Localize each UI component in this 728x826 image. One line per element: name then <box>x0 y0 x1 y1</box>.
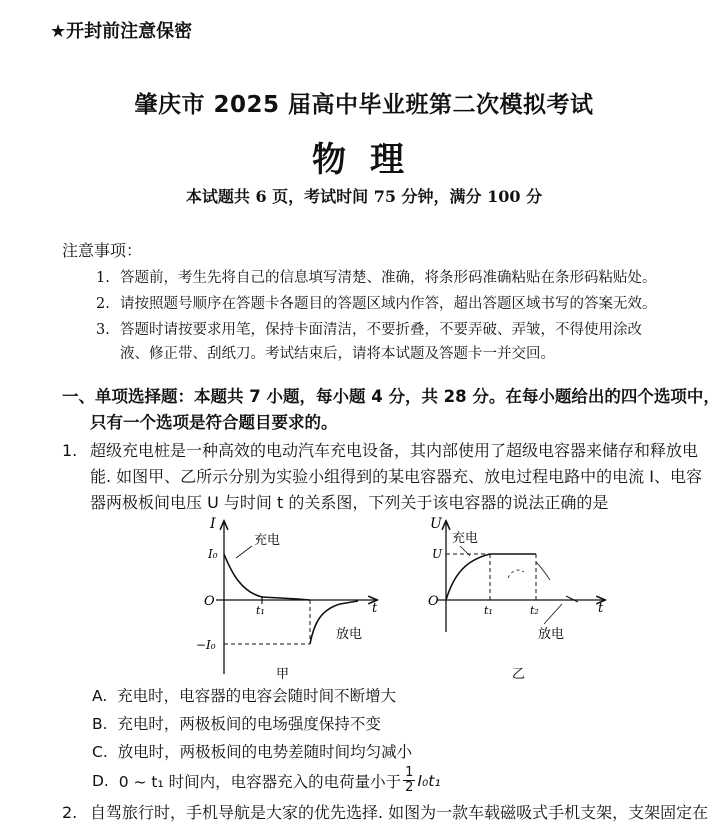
option-text: 充电时，两极板间的电场强度保持不变 <box>117 715 381 733</box>
option-text: 放电时，两极板间的电势差随时间均匀减小 <box>117 743 413 761</box>
section-heading-line2: 只有一个选项是符合题目要求的。 <box>90 413 338 432</box>
scribble-mark <box>508 570 524 578</box>
option-d <box>92 766 441 795</box>
x-axis-label: t <box>372 601 378 616</box>
option-label: B. <box>92 715 108 733</box>
fraction-denominator: 2 <box>405 780 414 795</box>
option-label: D. <box>92 771 109 790</box>
option-b <box>92 712 381 734</box>
charge-pointer <box>236 546 252 558</box>
notice-item-number: 3. <box>96 322 110 338</box>
question-1-line1: 超级充电桩是一种高效的电动汽车充电设备，其内部使用了超级电容器来储存和释放电 <box>90 441 699 460</box>
discharge-pointer <box>544 604 562 624</box>
i0-label: I₀ <box>208 547 218 561</box>
charge-label: 充电 <box>452 531 479 546</box>
notice-item-text: 答题前，考生先将自己的信息填写清楚、准确，将条形码准确粘贴在条形码粘贴处。 <box>120 270 657 286</box>
question-1-line2: 能. 如图甲、乙所示分别为实验小组得到的某电容器充、放电过程电路中的电流 I、电容 <box>90 467 702 486</box>
notice-item-3 <box>96 318 642 339</box>
option-a <box>92 684 396 706</box>
notice-title: 注意事项： <box>62 241 143 260</box>
notice-item-number: 2. <box>96 296 110 312</box>
discharge-label: 放电 <box>336 627 363 642</box>
notice-item-3-continued: 液、修正带、刮纸刀。考试结束后，请将本试题及答题卡一并交回。 <box>120 346 555 362</box>
discharge-label: 放电 <box>538 627 565 642</box>
option-c <box>92 740 412 762</box>
notice-item-text: 请按照题号顺序在答题卡各题目的答题区域内作答，超出答题区域书写的答案无效。 <box>120 296 657 312</box>
t2-label: t₂ <box>530 604 539 617</box>
notice-item-number: 1. <box>96 270 110 286</box>
neg-i0-label: −I₀ <box>196 638 216 652</box>
section-heading-line1: 一、单项选择题：本题共 7 小题，每小题 4 分，共 28 分。在每小题给出的四个选项中， <box>62 387 720 406</box>
option-text: 0 ~ t₁ 时间内，电容器充入的电荷量小于 <box>118 772 402 791</box>
origin-label: O <box>204 594 215 609</box>
confidential-notice: ★开封前注意保密 <box>50 21 193 42</box>
t1-label: t₁ <box>256 604 265 617</box>
graph-caption: 乙 <box>512 667 526 682</box>
question-1-number: 1. <box>62 441 78 460</box>
question-2-number: 2. <box>62 803 78 822</box>
charge-curve <box>224 554 310 600</box>
y-axis-label: U <box>430 516 442 532</box>
section-heading <box>62 384 720 436</box>
scribble-mark <box>536 562 550 580</box>
option-text-tail: I₀t₁ <box>417 771 441 790</box>
origin-label: O <box>428 594 439 609</box>
notice-item-1 <box>96 266 657 287</box>
graph-jia <box>190 512 390 682</box>
graph-yi <box>420 512 620 682</box>
notice-item-text: 答题时请按要求用笔，保持卡面清洁，不要折叠，不要弄破、弄皱，不得使用涂改 <box>120 322 642 338</box>
question-1-line3: 器两极板间电压 U 与时间 t 的关系图，下列关于该电容器的说法正确的是 <box>90 493 609 512</box>
t1-label: t₁ <box>484 604 493 617</box>
charge-curve <box>446 554 536 600</box>
exam-title: 肇庆市 2025 届高中毕业班第二次模拟考试 <box>134 92 594 118</box>
option-text: 充电时，电容器的电容会随时间不断增大 <box>117 687 397 705</box>
scribble-mark <box>566 596 578 602</box>
u-value-label: U <box>432 547 443 561</box>
option-label: A. <box>92 687 108 705</box>
notice-item-2 <box>96 292 657 313</box>
exam-meta: 本试题共 6 页，考试时间 75 分钟，满分 100 分 <box>185 187 543 206</box>
graph-caption: 甲 <box>276 667 290 682</box>
fraction-numerator: 1 <box>405 765 414 780</box>
subject-title: 物理 <box>312 140 428 180</box>
fraction-one-half <box>403 766 415 795</box>
option-label: C. <box>92 743 108 761</box>
y-axis-label: I <box>210 516 216 532</box>
x-axis-label: t <box>598 601 604 616</box>
charge-label: 充电 <box>254 533 281 548</box>
question-2-line1: 自驾旅行时，手机导航是大家的优先选择. 如图为一款车载磁吸式手机支架，支架固定在 <box>90 803 709 822</box>
